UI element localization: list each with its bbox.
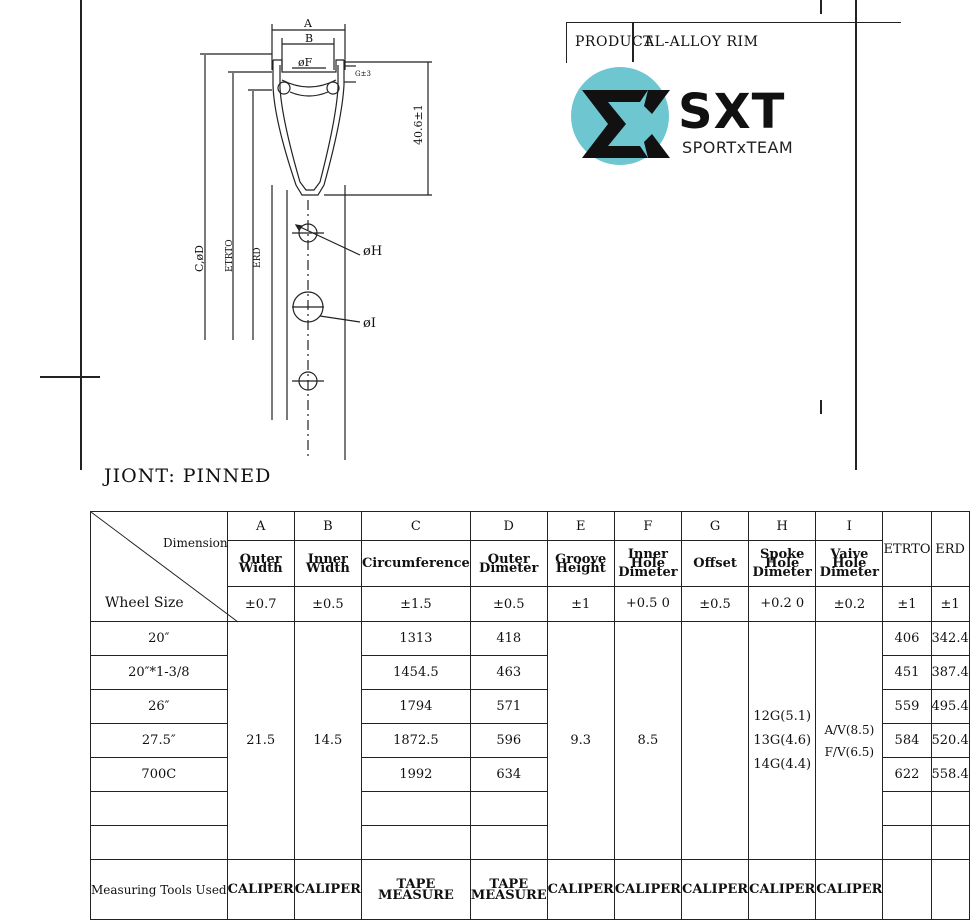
col-letter: I bbox=[816, 512, 883, 541]
page-border-right bbox=[855, 0, 857, 470]
product-value: AL-ALLOY RIM bbox=[644, 34, 759, 50]
col-tolerance: +0.2 0 bbox=[749, 587, 816, 622]
col-tolerance: ±0.5 bbox=[681, 587, 748, 622]
dim-etrto-label: ETRTO bbox=[225, 239, 235, 272]
erd-value: 495.4 bbox=[931, 690, 969, 724]
col-letter: B bbox=[294, 512, 361, 541]
dim-a-label: A bbox=[304, 17, 312, 30]
dim-height-label: 40.6±1 bbox=[412, 104, 425, 145]
wheel-size: 20″ bbox=[91, 622, 228, 656]
dim-cd-label: C,øD bbox=[193, 245, 206, 272]
outer-width-value: 21.5 bbox=[227, 622, 294, 860]
logo-brand: SXT bbox=[678, 84, 786, 140]
offset-cell bbox=[681, 622, 748, 860]
valve-hole-av: A/V(8.5) bbox=[824, 722, 875, 737]
col-letter: E bbox=[547, 512, 614, 541]
col-description: Offset bbox=[681, 541, 748, 587]
page-tick-top bbox=[820, 0, 822, 14]
tools-row bbox=[91, 860, 970, 920]
col-tolerance: ±0.5 bbox=[470, 587, 547, 622]
rim-drawing bbox=[0, 0, 560, 470]
empty-cell bbox=[91, 826, 228, 860]
empty-cell bbox=[361, 792, 470, 826]
table-row bbox=[91, 622, 970, 656]
page-tick-right bbox=[820, 400, 822, 414]
col-description: Inner Width bbox=[294, 541, 361, 587]
tool-cell: CALIPER bbox=[547, 860, 614, 920]
col-letter: G bbox=[681, 512, 748, 541]
wheel-size-label: Wheel Size bbox=[105, 595, 184, 611]
col-letter: A bbox=[227, 512, 294, 541]
valve-hole-values bbox=[816, 622, 883, 860]
outer-diameter-value: 463 bbox=[470, 656, 547, 690]
col-description: Circumference bbox=[361, 541, 470, 587]
dim-i-label: øI bbox=[363, 316, 376, 331]
dimension-label: Dimension bbox=[163, 536, 228, 550]
empty-cell bbox=[361, 826, 470, 860]
empty-cell bbox=[931, 826, 969, 860]
empty-cell bbox=[931, 860, 969, 920]
col-letter: ETRTO bbox=[883, 512, 931, 587]
col-description: Outer Width bbox=[227, 541, 294, 587]
col-tolerance: ±1 bbox=[931, 587, 969, 622]
valve-hole-fv: F/V(6.5) bbox=[824, 744, 875, 759]
spoke-hole-14g: 14G(4.4) bbox=[753, 756, 812, 772]
tool-cell: CALIPER bbox=[227, 860, 294, 920]
tool-cell: CALIPER bbox=[749, 860, 816, 920]
groove-height-value: 9.3 bbox=[547, 622, 614, 860]
outer-diameter-value: 634 bbox=[470, 758, 547, 792]
inner-hole-value: 8.5 bbox=[614, 622, 681, 860]
empty-cell bbox=[883, 826, 931, 860]
etrto-value: 406 bbox=[883, 622, 931, 656]
col-description: Vaive Hole Dimeter bbox=[816, 541, 883, 587]
product-label: PRODUCT bbox=[575, 34, 654, 50]
spoke-hole-12g: 12G(5.1) bbox=[753, 708, 812, 724]
joint-type: JIONT: PINNED bbox=[104, 465, 272, 487]
col-letter: D bbox=[470, 512, 547, 541]
dim-h-label: øH bbox=[363, 244, 383, 259]
erd-value: 387.4 bbox=[931, 656, 969, 690]
tool-cell: TAPE MEASURE bbox=[470, 860, 547, 920]
tool-cell: CALIPER bbox=[614, 860, 681, 920]
col-letter: C bbox=[361, 512, 470, 541]
outer-diameter-value: 596 bbox=[470, 724, 547, 758]
empty-cell bbox=[470, 792, 547, 826]
empty-cell bbox=[931, 792, 969, 826]
wheel-size: 20″*1-3/8 bbox=[91, 656, 228, 690]
tool-cell: CALIPER bbox=[816, 860, 883, 920]
col-description: Outer Dimeter bbox=[470, 541, 547, 587]
erd-value: 342.4 bbox=[931, 622, 969, 656]
spoke-hole-values bbox=[749, 622, 816, 860]
dim-b-label: B bbox=[305, 32, 314, 45]
spec-table bbox=[90, 511, 970, 920]
outer-diameter-value: 571 bbox=[470, 690, 547, 724]
col-description: Inner Hole Dimeter bbox=[614, 541, 681, 587]
erd-value: 520.4 bbox=[931, 724, 969, 758]
erd-value: 558.4 bbox=[931, 758, 969, 792]
circumference-value: 1872.5 bbox=[361, 724, 470, 758]
circumference-value: 1454.5 bbox=[361, 656, 470, 690]
empty-cell bbox=[91, 792, 228, 826]
col-tolerance: ±0.7 bbox=[227, 587, 294, 622]
etrto-value: 584 bbox=[883, 724, 931, 758]
col-tolerance: ±1.5 bbox=[361, 587, 470, 622]
logo-tagline: SPORTxTEAM bbox=[682, 138, 794, 157]
circumference-value: 1794 bbox=[361, 690, 470, 724]
wheel-size: 700C bbox=[91, 758, 228, 792]
col-tolerance: ±0.2 bbox=[816, 587, 883, 622]
dim-g-label: G±3 bbox=[355, 70, 371, 78]
spoke-hole-13g: 13G(4.6) bbox=[753, 732, 812, 748]
col-letter: ERD bbox=[931, 512, 969, 587]
empty-cell bbox=[883, 792, 931, 826]
empty-cell bbox=[883, 860, 931, 920]
sxt-logo-mark-icon bbox=[578, 88, 673, 163]
tool-cell: TAPE MEASURE bbox=[361, 860, 470, 920]
circumference-value: 1992 bbox=[361, 758, 470, 792]
dimension-header-cell bbox=[91, 512, 228, 622]
col-description: Spoke Hole Dimeter bbox=[749, 541, 816, 587]
empty-cell bbox=[470, 826, 547, 860]
tools-label: Measuring Tools Used bbox=[91, 860, 228, 920]
col-letter: F bbox=[614, 512, 681, 541]
circumference-value: 1313 bbox=[361, 622, 470, 656]
col-tolerance: ±1 bbox=[883, 587, 931, 622]
etrto-value: 622 bbox=[883, 758, 931, 792]
col-description: Groove Height bbox=[547, 541, 614, 587]
dim-erd-label: ERD bbox=[253, 247, 263, 268]
etrto-value: 559 bbox=[883, 690, 931, 724]
inner-width-value: 14.5 bbox=[294, 622, 361, 860]
wheel-size: 26″ bbox=[91, 690, 228, 724]
wheel-size: 27.5″ bbox=[91, 724, 228, 758]
col-tolerance: ±1 bbox=[547, 587, 614, 622]
tool-cell: CALIPER bbox=[294, 860, 361, 920]
tool-cell: CALIPER bbox=[681, 860, 748, 920]
col-tolerance: +0.5 0 bbox=[614, 587, 681, 622]
col-tolerance: ±0.5 bbox=[294, 587, 361, 622]
etrto-value: 451 bbox=[883, 656, 931, 690]
dim-f-label: øF bbox=[298, 56, 313, 69]
outer-diameter-value: 418 bbox=[470, 622, 547, 656]
col-letter: H bbox=[749, 512, 816, 541]
